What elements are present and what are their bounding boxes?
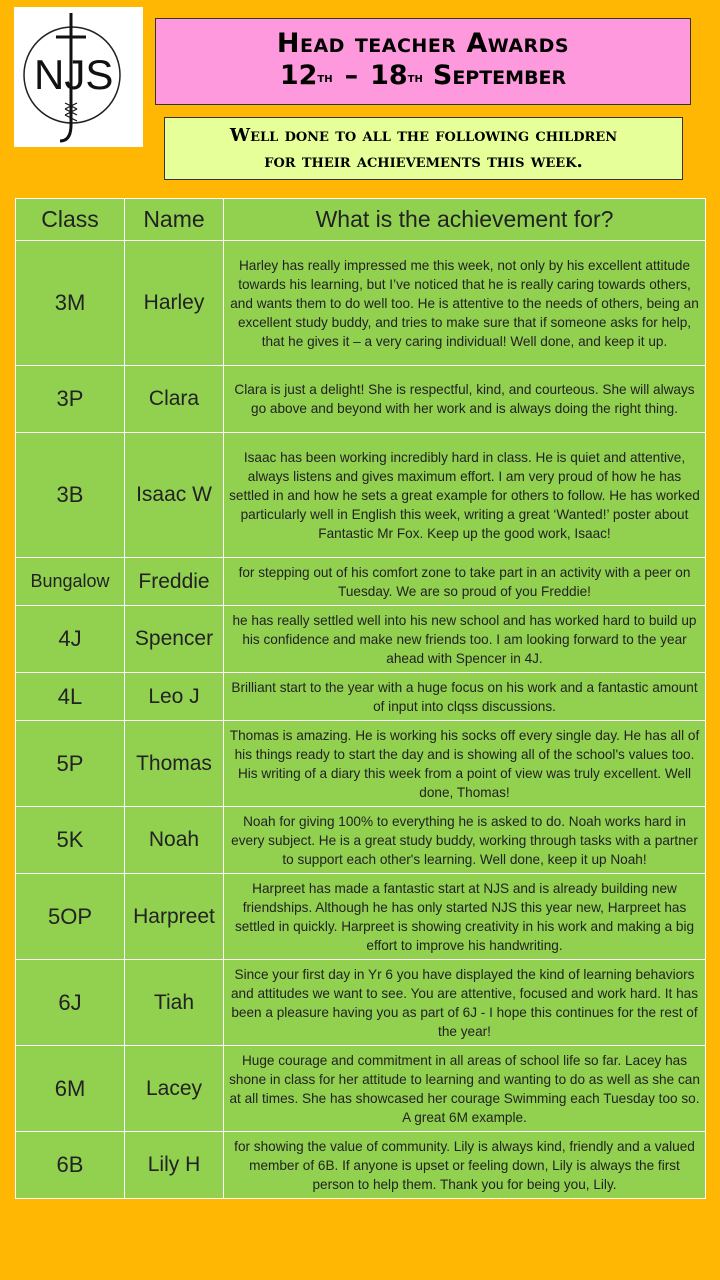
date-end-suffix: th (407, 69, 423, 86)
logo-letters: NJS (34, 51, 114, 98)
table-row (16, 558, 706, 606)
class-cell: 6J (16, 960, 125, 1046)
table-row (16, 721, 706, 807)
njs-cross-logo-icon (14, 7, 143, 147)
subtitle-line-1: Well done to all the following children (229, 124, 618, 146)
date-start-suffix: th (317, 69, 333, 86)
date-month: September (432, 59, 567, 91)
table-row (16, 673, 706, 721)
name-cell: Noah (125, 807, 224, 874)
class-cell: 3P (16, 366, 125, 433)
table-row (16, 1132, 706, 1199)
achievement-cell: Thomas is amazing. He is working his socks off every single day. He has all of his things ready to start the day and is showing all of the school's values too. His writing of a diary this week from a point of view was truly excellent. Well done, Thomas! (224, 721, 706, 807)
name-cell: Leo J (125, 673, 224, 721)
table-row (16, 874, 706, 960)
table-row (16, 366, 706, 433)
class-cell: 3B (16, 433, 125, 558)
subtitle-box (164, 117, 683, 180)
table-header-row (16, 199, 706, 241)
achievement-cell: Noah for giving 100% to everything he is asked to do. Noah works hard in every subject. He is a great study buddy, working through tasks with a partner to support each other's learning. Well done, keep it up Noah! (224, 807, 706, 874)
page-title: Head teacher Awards (276, 27, 570, 59)
name-cell: Lacey (125, 1046, 224, 1132)
name-cell: Isaac W (125, 433, 224, 558)
class-cell: 4J (16, 606, 125, 673)
subtitle-line-2: for their achievements this week. (264, 150, 583, 172)
column-header-achievement: What is the achievement for? (224, 199, 706, 241)
name-cell: Lily H (125, 1132, 224, 1199)
name-cell: Harley (125, 241, 224, 366)
achievement-cell: Harpreet has made a fantastic start at NJS and is already building new friendships. Although he has only started NJS this year new, Harpreet has settled in quickly. Harpreet is showing creativity in his work and making a big effort to improve his handwriting. (224, 874, 706, 960)
table-row (16, 807, 706, 874)
name-cell: Freddie (125, 558, 224, 606)
date-range (280, 60, 566, 96)
table-row (16, 433, 706, 558)
date-end: 18 (370, 59, 408, 91)
class-cell: 5P (16, 721, 125, 807)
achievement-cell: he has really settled well into his new school and has worked hard to build up his confidence and make new friends too. I am looking forward to the year ahead with Spencer in 4J. (224, 606, 706, 673)
table-row (16, 1046, 706, 1132)
achievement-cell: Brilliant start to the year with a huge focus on his work and a fantastic amount of input into clqss discussions. (224, 673, 706, 721)
class-cell: 6M (16, 1046, 125, 1132)
class-cell: 6B (16, 1132, 125, 1199)
class-cell: 5OP (16, 874, 125, 960)
table-row (16, 606, 706, 673)
achievement-cell: for showing the value of community. Lily is always kind, friendly and a valued member of 6B. If anyone is upset or feeling down, Lily is always the first person to help them. Thank you for being you, Lily. (224, 1132, 706, 1199)
class-cell: 3M (16, 241, 125, 366)
name-cell: Tiah (125, 960, 224, 1046)
name-cell: Spencer (125, 606, 224, 673)
awards-table (15, 198, 706, 1199)
column-header-name: Name (125, 199, 224, 241)
name-cell: Clara (125, 366, 224, 433)
class-cell: 4L (16, 673, 125, 721)
achievement-cell: Since your first day in Yr 6 you have displayed the kind of learning behaviors and attitudes we want to see. You are attentive, focused and work hard. It has been a pleasure having you as part of 6J - I hope this continues for the rest of the year! (224, 960, 706, 1046)
header-title-box (155, 18, 691, 105)
name-cell: Harpreet (125, 874, 224, 960)
achievement-cell: Clara is just a delight! She is respectful, kind, and courteous. She will always go above and beyond with her work and is always doing the right thing. (224, 366, 706, 433)
date-separator: – (344, 59, 359, 91)
class-cell: Bungalow (16, 558, 125, 606)
school-logo (14, 7, 143, 147)
table-row (16, 960, 706, 1046)
achievement-cell: Huge courage and commitment in all areas of school life so far. Lacey has shone in class for her attitude to learning and wanting to do as well as she can at all times. She has showcased her courage Swimming each Tuesday too so. A great 6M example. (224, 1046, 706, 1132)
achievement-cell: for stepping out of his comfort zone to take part in an activity with a peer on Tuesday. We are so proud of you Freddie! (224, 558, 706, 606)
date-start: 12 (279, 59, 318, 91)
achievement-cell: Harley has really impressed me this week, not only by his excellent attitude towards his learning, but I’ve noticed that he is really caring towards others, and wants them to do well too. He is attentive to the needs of others, being an excellent study buddy, and tries to make sure that if someone asks for help, that he gives it – a very caring individual! Well done, and keep it up. (224, 241, 706, 366)
achievement-cell: Isaac has been working incredibly hard in class. He is quiet and attentive, always listens and gives maximum effort. I am very proud of how he has settled in and how he sets a great example for others to follow. He has worked particularly well in English this week, writing a great ‘Wanted!’ poster about Fantastic Mr Fox. Keep up the good work, Isaac! (224, 433, 706, 558)
name-cell: Thomas (125, 721, 224, 807)
column-header-class: Class (16, 199, 125, 241)
class-cell: 5K (16, 807, 125, 874)
table-row (16, 241, 706, 366)
